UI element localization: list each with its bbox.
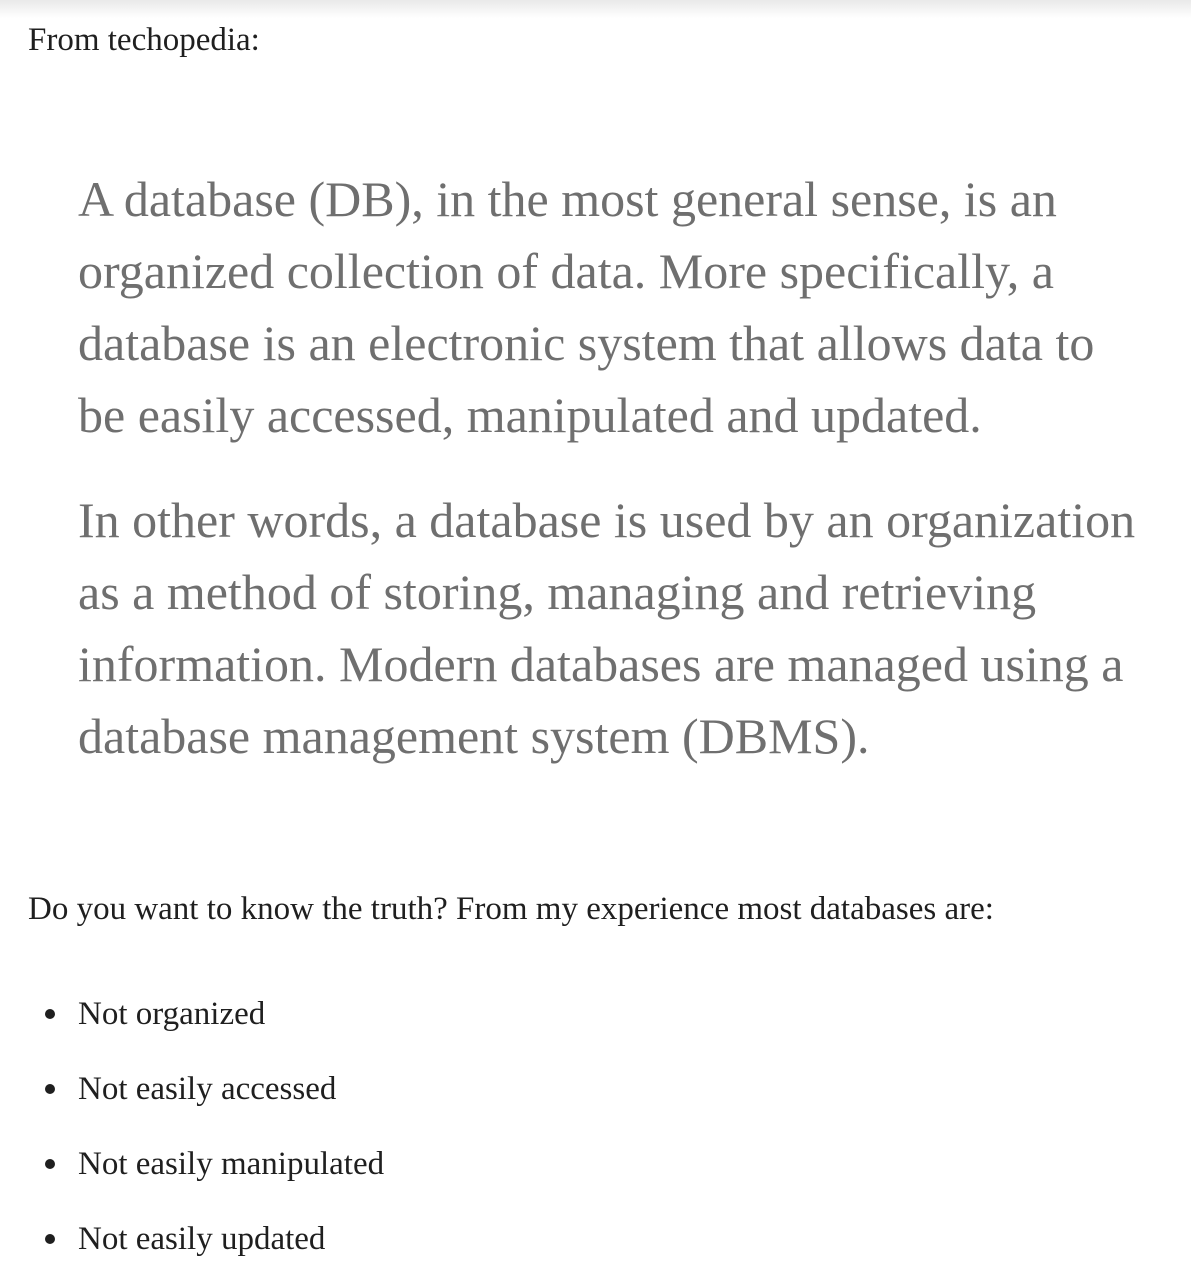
list-item-text: Not easily manipulated xyxy=(78,1146,385,1182)
quote-line: organized collection of data. More specifically, a xyxy=(78,243,1054,299)
quote-line: be easily accessed, manipulated and updated. xyxy=(78,387,982,443)
bullet-icon xyxy=(45,1009,55,1019)
quote-line: as a method of storing, managing and retrieving xyxy=(78,564,1037,620)
quote-paragraph-1 xyxy=(78,163,1173,451)
list-item-text: Not organized xyxy=(78,996,266,1032)
list-item-text: Not easily updated xyxy=(78,1221,326,1257)
bullet-icon xyxy=(45,1159,55,1169)
question-text: Do you want to know the truth? From my experience most databases are: xyxy=(28,891,994,927)
quote-line: A database (DB), in the most general sense, is an xyxy=(78,171,1057,227)
quote-line: In other words, a database is used by an organization xyxy=(78,492,1136,548)
top-shadow xyxy=(0,0,1191,18)
bullet-icon xyxy=(45,1234,55,1244)
intro-text: From techopedia: xyxy=(28,22,260,58)
quote-line: database is an electronic system that allows data to xyxy=(78,315,1095,371)
list-item-text: Not easily accessed xyxy=(78,1071,337,1107)
quote-paragraph-2 xyxy=(78,484,1173,772)
blockquote xyxy=(78,163,1173,772)
quote-line: information. Modern databases are managed using a xyxy=(78,636,1124,692)
quote-line: database management system (DBMS). xyxy=(78,708,870,764)
bullet-icon xyxy=(45,1084,55,1094)
